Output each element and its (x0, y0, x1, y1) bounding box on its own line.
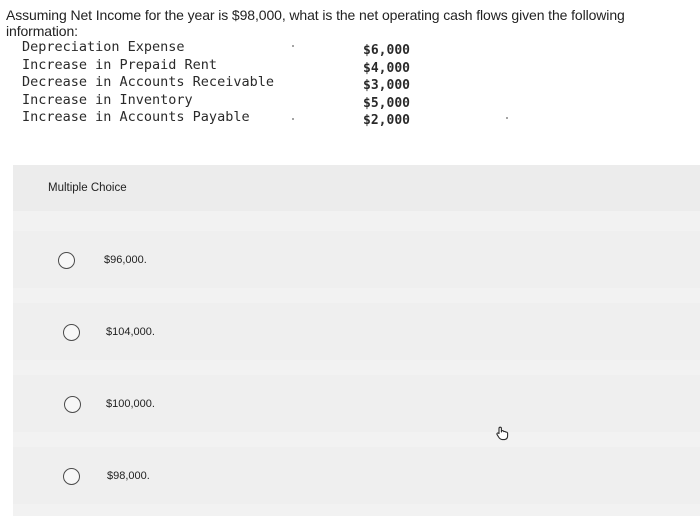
multiple-choice-title: Multiple Choice (48, 182, 127, 194)
option-2-label: $104,000. (106, 326, 155, 338)
question-text: Assuming Net Income for the year is $98,000, what is the net operating cash flows given the following information: (6, 7, 625, 39)
item-label-inventory: Increase in Inventory (22, 91, 193, 108)
multiple-choice-panel (13, 165, 700, 516)
radio-button-option-2[interactable] (63, 324, 80, 341)
item-label-accounts-payable: Increase in Accounts Payable (22, 109, 250, 126)
option-3-label: $100,000. (106, 398, 155, 410)
option-1[interactable] (13, 231, 700, 288)
option-2[interactable] (13, 303, 700, 360)
hand-pointer-icon (494, 424, 512, 442)
item-value-accounts-payable: $2,000 (363, 113, 410, 129)
item-label-depreciation: Depreciation Expense (22, 39, 185, 55)
item-value-accounts-receivable: $3,000 (363, 78, 410, 94)
option-3[interactable] (13, 375, 700, 432)
multiple-choice-header (13, 165, 700, 211)
item-value-inventory: $5,000 (363, 95, 410, 111)
item-value-prepaid-rent: $4,000 (363, 60, 410, 76)
stray-mark (292, 118, 294, 120)
stray-mark (292, 45, 294, 47)
info-values (363, 42, 410, 130)
stray-mark (506, 117, 508, 119)
option-1-label: $96,000. (104, 254, 147, 266)
option-4[interactable] (13, 447, 700, 504)
info-labels (22, 39, 274, 127)
item-label-accounts-receivable: Decrease in Accounts Receivable (22, 74, 274, 91)
item-label-prepaid-rent: Increase in Prepaid Rent (22, 56, 218, 73)
item-value-depreciation: $6,000 (363, 43, 410, 58)
option-4-label: $98,000. (107, 470, 150, 482)
radio-button-option-3[interactable] (64, 396, 81, 413)
radio-button-option-4[interactable] (63, 468, 80, 485)
radio-button-option-1[interactable] (58, 252, 75, 269)
